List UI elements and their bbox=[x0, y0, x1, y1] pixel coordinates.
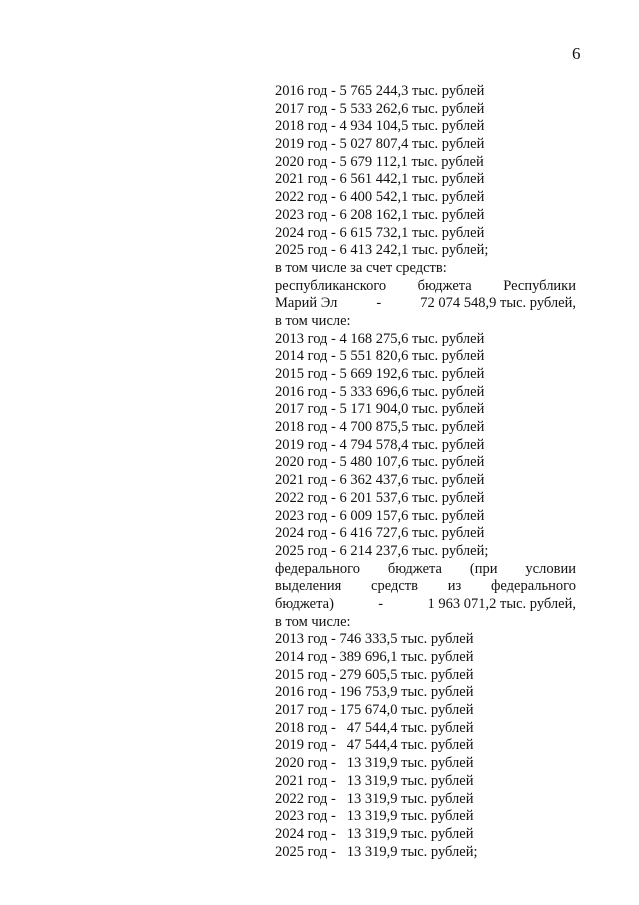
year-amount-line: 2017 год - 5 171 904,0 тыс. рублей bbox=[275, 401, 485, 418]
year-amount-line: 2022 год - 6 400 542,1 тыс. рублей bbox=[275, 189, 485, 206]
word: (при bbox=[469, 560, 498, 577]
page-number: 6 bbox=[572, 44, 581, 63]
federal-budget-line-3 bbox=[275, 596, 576, 614]
year-amount-line: 2024 год - 13 319,9 тыс. рублей bbox=[275, 825, 474, 842]
year-amount-line: 2020 год - 5 679 112,1 тыс. рублей bbox=[275, 153, 484, 170]
year-amount-line: 2020 год - 5 480 107,6 тыс. рублей bbox=[275, 454, 485, 471]
year-amount-line: 2014 год - 389 696,1 тыс. рублей bbox=[275, 649, 474, 665]
year-amount-line: 2025 год - 6 413 242,1 тыс. рублей; bbox=[275, 242, 489, 259]
year-amount-line: 2016 год - 196 753,9 тыс. рублей bbox=[275, 684, 474, 701]
word: федерального bbox=[275, 560, 360, 577]
year-amount-line: в том числе за счет средств: bbox=[275, 259, 447, 276]
word: 72 074 548,9 тыс. рублей, bbox=[420, 295, 576, 312]
document-body bbox=[275, 83, 576, 861]
year-amount-line: 2018 год - 47 544,4 тыс. рублей bbox=[275, 719, 474, 736]
federal-including-label: в том числе: bbox=[275, 613, 351, 630]
year-amount-line: 2016 год - 5 333 696,6 тыс. рублей bbox=[275, 383, 485, 400]
word: средств bbox=[371, 578, 418, 595]
republic-budget-years bbox=[275, 331, 576, 561]
year-amount-line: 2021 год - 6 362 437,6 тыс. рублей bbox=[275, 472, 485, 489]
year-amount-line: 2024 год - 6 615 732,1 тыс. рублей bbox=[275, 224, 485, 241]
year-amount-line: 2015 год - 279 605,5 тыс. рублей bbox=[275, 666, 474, 683]
word: Марий Эл bbox=[275, 295, 338, 312]
year-amount-line: 2018 год - 4 934 104,5 тыс. рублей bbox=[275, 118, 485, 135]
year-amount-line: 2016 год - 5 765 244,3 тыс. рублей bbox=[275, 83, 485, 99]
year-amount-line: 2017 год - 175 674,0 тыс. рублей bbox=[275, 702, 474, 719]
republic-budget-line-1 bbox=[275, 278, 576, 296]
year-amount-line: 2018 год - 4 700 875,5 тыс. рублей bbox=[275, 419, 485, 436]
year-amount-line: 2025 год - 6 214 237,6 тыс. рублей; bbox=[275, 542, 489, 559]
republic-budget-line-2 bbox=[275, 295, 576, 313]
federal-budget-years bbox=[275, 631, 576, 861]
year-amount-line: 2019 год - 47 544,4 тыс. рублей bbox=[275, 737, 474, 754]
word: республиканского bbox=[275, 277, 387, 294]
year-amount-line: 2013 год - 4 168 275,6 тыс. рублей bbox=[275, 330, 485, 347]
year-amount-line: 2023 год - 13 319,9 тыс. рублей bbox=[275, 808, 474, 825]
word: 1 963 071,2 тыс. рублей, bbox=[427, 595, 576, 612]
word: - bbox=[378, 595, 384, 612]
year-amount-line: 2020 год - 13 319,9 тыс. рублей bbox=[275, 755, 474, 772]
year-amount-line: 2024 год - 6 416 727,6 тыс. рублей bbox=[275, 525, 485, 542]
year-amount-line: 2013 год - 746 333,5 тыс. рублей bbox=[275, 631, 474, 648]
federal-budget-line-2 bbox=[275, 578, 576, 596]
year-amount-line: 2023 год - 6 208 162,1 тыс. рублей bbox=[275, 206, 485, 223]
year-amount-line: 2019 год - 5 027 807,4 тыс. рублей bbox=[275, 136, 485, 153]
federal-budget-line-1 bbox=[275, 561, 576, 579]
word: федерального bbox=[491, 578, 576, 595]
year-amount-line: 2015 год - 5 669 192,6 тыс. рублей bbox=[275, 366, 485, 382]
republic-including-label: в том числе: bbox=[275, 312, 351, 329]
word: бюджета) bbox=[275, 595, 334, 612]
year-amount-line: 2022 год - 6 201 537,6 тыс. рублей bbox=[275, 489, 485, 506]
word: из bbox=[447, 578, 462, 595]
word: бюджета bbox=[387, 560, 442, 577]
year-amount-line: 2019 год - 4 794 578,4 тыс. рублей bbox=[275, 436, 485, 453]
year-amount-line: 2022 год - 13 319,9 тыс. рублей bbox=[275, 790, 474, 807]
word: выделения bbox=[275, 578, 342, 595]
year-amount-line: 2023 год - 6 009 157,6 тыс. рублей bbox=[275, 507, 485, 524]
word: условии bbox=[525, 560, 576, 577]
year-amount-line: 2021 год - 13 319,9 тыс. рублей bbox=[275, 772, 474, 789]
funding-total-block bbox=[275, 83, 576, 278]
year-amount-line: 2021 год - 6 561 442,1 тыс. рублей bbox=[275, 171, 485, 188]
year-amount-line: 2017 год - 5 533 262,6 тыс. рублей bbox=[275, 100, 485, 117]
word: бюджета bbox=[417, 277, 472, 294]
word: Республики bbox=[503, 277, 576, 294]
year-amount-line: 2025 год - 13 319,9 тыс. рублей; bbox=[275, 843, 478, 860]
word: - bbox=[376, 295, 382, 312]
year-amount-line: 2014 год - 5 551 820,6 тыс. рублей bbox=[275, 348, 485, 365]
